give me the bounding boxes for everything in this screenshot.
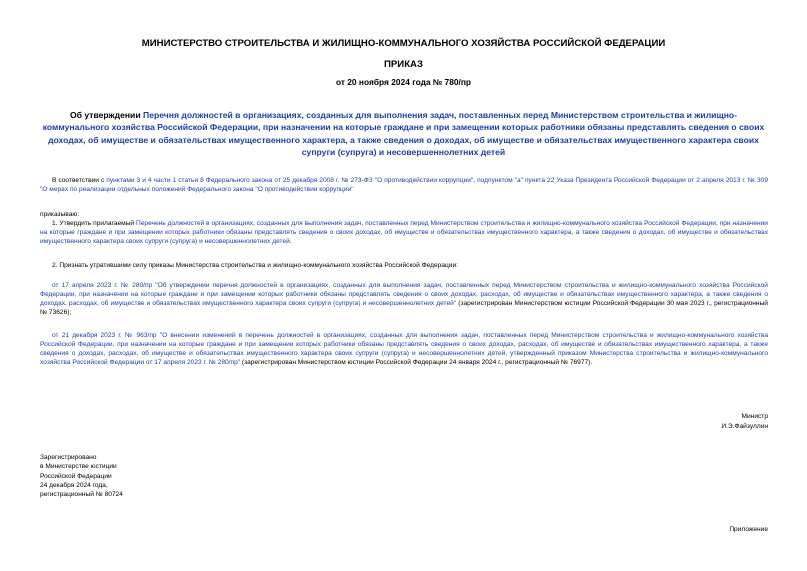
repealed-order-1-suffix: (зарегистрирован Министерством юстиции Российской Федерации 30 мая 2023 г., регистрационный № 73626);: [40, 300, 768, 317]
item-1-suffix: .: [289, 238, 292, 246]
repealed-order-2-suffix: (зарегистрирован Министерством юстиции Российской Федерации 24 января 2024 г., регистрационный № 76977).: [240, 359, 593, 367]
repealed-order-2-link[interactable]: от 21 декабря 2023 г. № 963/пр "О внесении изменений в перечень должностей в организациях, созданных для выполнения задач, поставленных перед Министерством строительства и жилищно-коммунального хозяйства Российской Федерации, при назначении на которые граждане и при замещении которых работники обязаны представлять сведения о своих доходах, расходах, об имуществе и обязательствах имущественного характера, а также сведения о доходах, расходах, об имуществе и обязательствах имущественного характера своих супруги (супруга) и несовершеннолетних детей, утвержденный приказом Министерства строительства и жилищно-коммунального хозяйства Российской Федерации от 17 апреля 2023 г. № 280/пр": [40, 332, 768, 367]
basis-link-law[interactable]: пунктами 3 и 4 части 1 статьи 8 Федерального закона от 25 декабря 2008 г. № 273-ФЗ "О противодействии коррупции": [106, 177, 474, 184]
order-date-number: от 20 ноября 2024 года № 780/пр: [335, 77, 472, 87]
registration-line-5: регистрационный № 80724: [40, 491, 123, 499]
registration-line-3: Российской Федерации: [40, 472, 112, 480]
registration-block: [40, 453, 123, 499]
signature-position: Министр: [741, 413, 768, 420]
ordered-paragraph: приказываю:: [40, 211, 80, 218]
registration-line-2: в Министерстве юстиции: [40, 463, 117, 471]
ministry-title: МИНИСТЕРСТВО СТРОИТЕЛЬСТВА И ЖИЛИЩНО-КОММУНАЛЬНОГО ХОЗЯЙСТВА РОССИЙСКОЙ ФЕДЕРАЦИИ: [141, 38, 666, 49]
repealed-order-2: [40, 331, 768, 367]
order-title: ПРИКАЗ: [384, 59, 423, 70]
repealed-order-1: [40, 281, 768, 317]
basis-paragraph: [40, 176, 768, 194]
subject-prefix: Об утверждении: [69, 110, 144, 120]
item-1-link[interactable]: Перечень должностей в организациях, созданных для выполнения задач, поставленных перед Министерством строительства и жилищно-коммунального хозяйства Российской Федерации, при назначении на которые граждане и при замещении которых работники обязаны представлять сведения о своих доходах, об имуществе и обязательствах имущественного характера, а также сведения о доходах, об имуществе и обязательствах имущественного характера своих супруги (супруга) и несовершеннолетних детей: [40, 220, 768, 246]
item-1-paragraph: [40, 219, 768, 246]
order-subject: [40, 109, 767, 159]
basis-link-decree[interactable]: подпунктом "а" пункта 22 Указа Президента Российской Федерации от 2 апреля 2013 г. № 309 "О мерах по реализации отдельных положений Федерального закона "О противодействии коррупции": [40, 177, 769, 194]
item-1-prefix: 1. Утвердить прилагаемый: [52, 220, 137, 227]
signature-name: И.Э.Файзуллин: [721, 423, 768, 430]
basis-text-1: В соответствии с: [52, 177, 107, 184]
registration-line-4: 24 декабря 2024 года,: [40, 481, 108, 489]
basis-text-2: ,: [473, 177, 478, 184]
item-2-paragraph: 2. Признать утратившими силу приказы Министерства строительства и жилищно-коммунального хозяйства Российской Федерации:: [52, 262, 458, 269]
signature-block: [721, 412, 768, 432]
appendix-label: Приложение: [729, 526, 768, 533]
registration-line-1: Зарегистрировано: [40, 454, 97, 461]
subject-link[interactable]: Перечня должностей в организациях, созданных для выполнения задач, поставленных перед Министерством строительства и жилищно-коммунального хозяйства Российской Федерации, при назначении на которые граждане и при замещении которых работники обязаны представлять сведения о своих доходах, об имуществе и обязательствах имущественного характера, а также сведения о доходах, об имуществе и обязательствах имущественного характера своих супруги (супруга) и несовершеннолетних детей: [42, 110, 765, 158]
repealed-order-1-link[interactable]: от 17 апреля 2023 г. № 280/пр "Об утверждении перечня должностей в организациях, созданных для выполнения задач, поставленных перед Министерством строительства и жилищно-коммунального хозяйства Российской Федерации, при назначении на которые граждане и при замещении которых работники обязаны представлять сведения о своих доходах, расходах, об имуществе и обязательствах имущественного характера, а также сведения о доходах, расходах, об имуществе и обязательствах имущественного характера своих супруги (супруга) и несовершеннолетних детей": [40, 282, 768, 308]
